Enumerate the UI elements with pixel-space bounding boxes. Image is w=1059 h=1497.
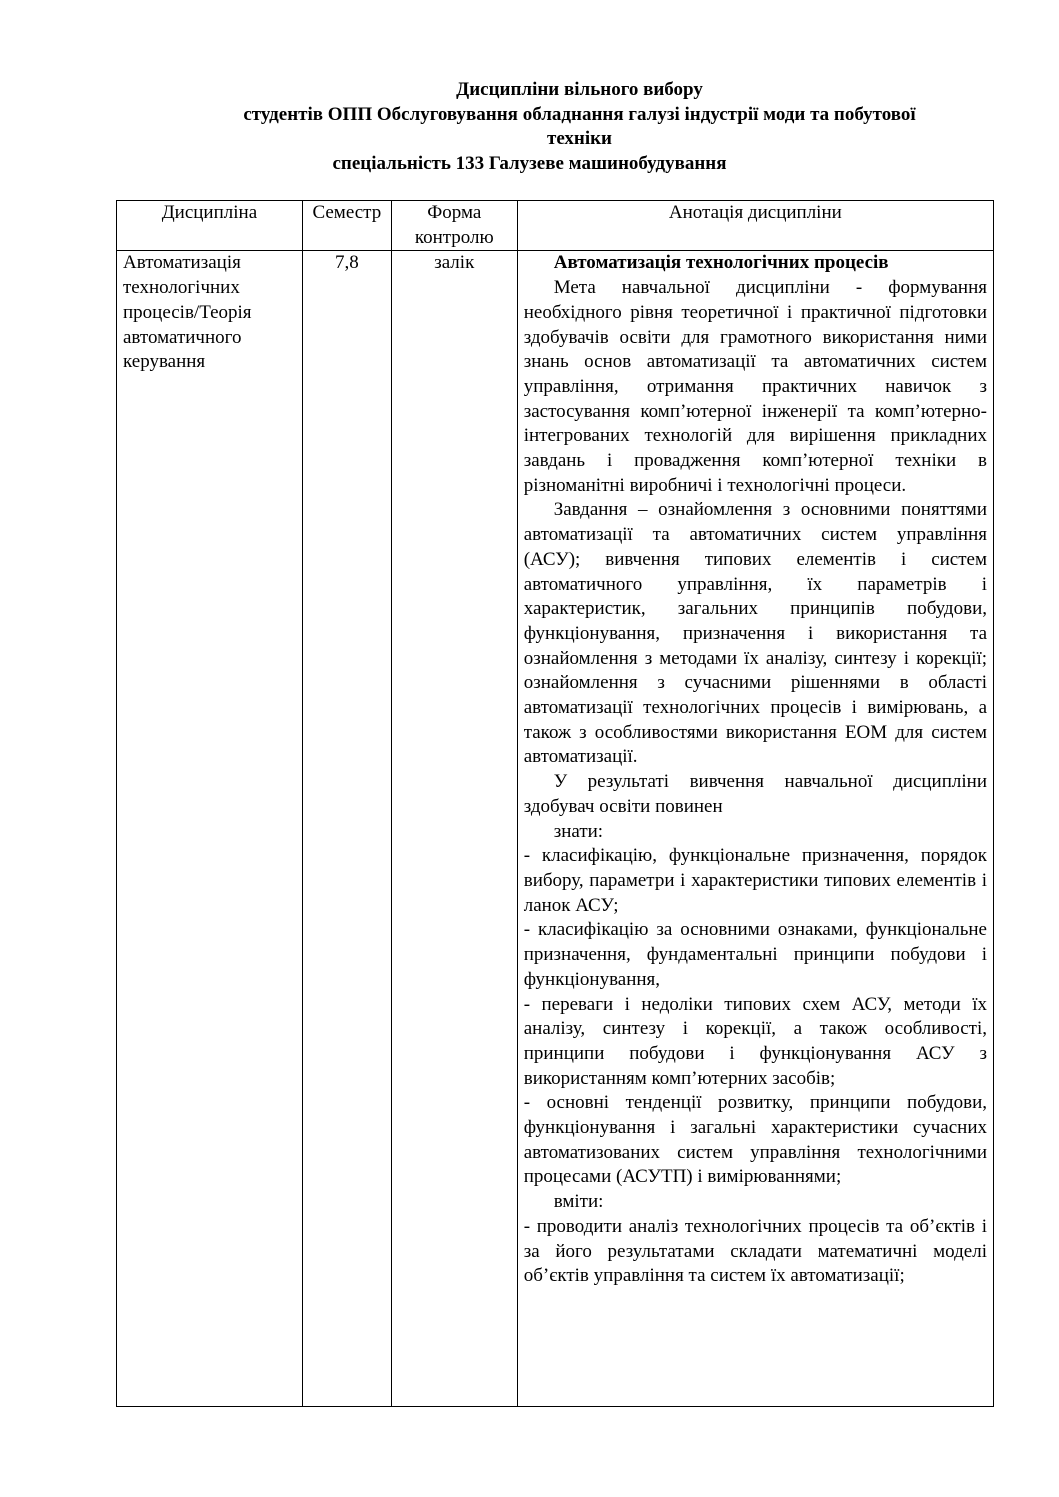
title-line-3: техніки xyxy=(546,128,612,149)
annotation-result-intro: У результаті вивчення навчальної дисципліни здобувач освіти повинен xyxy=(523,771,987,817)
annotation-title: Автоматизація технологічних процесів xyxy=(553,252,889,274)
know-item: - класифікацію, функціональне призначення, порядок вибору, параметри і характеристики типових елементів і ланок АСУ; xyxy=(523,845,987,916)
annotation-tasks: Завдання – ознайомлення з основними поняттями автоматизації та автоматичних систем управління (АСУ); вивчення типових елементів і систем автоматичного управління, їх параметрів і характеристик, загальних принципів побудови, функціонування, призначення і використання та ознайомлення з методами їх аналізу, синтезу і корекції; ознайомлення з сучасними рішеннями в області автоматизації технологічних процесів і вимірювань, а також з особливостями використання ЕОМ для систем автоматизації. xyxy=(523,499,987,768)
know-item: - класифікацію за основними ознаками, функціональне призначення, фундаментальні принципи побудови і функціонування, xyxy=(523,919,987,990)
cell-semester: 7,8 xyxy=(302,251,391,1407)
document-title-block xyxy=(0,78,1059,176)
annotation-goal: Мета навчальної дисципліни - формування необхідного рівня теоретичної і практичної підготовки здобувачів освіти для грамотного використання ними знань основ автоматизації та автоматичних систем управління, отримання практичних навичок з застосування комп’ютерної інженерії та комп’ютерно-інтегрованих технологій для вирішення прикладних завдань і провадження комп’ютерної техніки в різноманітні виробничі і технологічні процеси. xyxy=(523,277,987,496)
cell-control-form: залік xyxy=(391,251,517,1407)
table-header-row xyxy=(117,201,994,251)
disciplines-table xyxy=(116,200,994,1407)
know-item: - основні тенденції розвитку, принципи побудови, функціонування і загальні характеристики сучасних автоматизованих систем управління технологічними процесами (АСУТП) і вимірюваннями; xyxy=(523,1092,987,1188)
know-item: - переваги і недоліки типових схем АСУ, методи їх аналізу, синтезу і корекції, а також особливості, принципи побудови і функціонування АСУ з використанням комп’ютерних засобів; xyxy=(523,993,987,1089)
title-line-1: Дисципліни вільного вибору xyxy=(456,79,703,100)
know-label: знати: xyxy=(553,820,604,842)
header-discipline: Дисципліна xyxy=(117,201,303,251)
can-label: вміти: xyxy=(553,1191,604,1213)
title-line-4: спеціальність 133 Галузеве машинобудування xyxy=(332,152,727,174)
header-control-form: Форма контролю xyxy=(391,201,517,251)
header-semester: Семестр xyxy=(302,201,391,251)
cell-annotation xyxy=(517,251,993,1407)
header-annotation: Анотація дисципліни xyxy=(517,201,993,251)
cell-discipline: Автоматизація технологічних процесів/Теорія автоматичного керування xyxy=(117,251,303,1407)
can-item: - проводити аналіз технологічних процесів та об’єктів і за його результатами складати математичні моделі об’єктів управління та систем їх автоматизації; xyxy=(523,1215,987,1287)
title-line-2: студентів ОПП Обслуговування обладнання галузі індустрії моди та побутової xyxy=(243,103,916,125)
table-row xyxy=(117,251,994,1407)
